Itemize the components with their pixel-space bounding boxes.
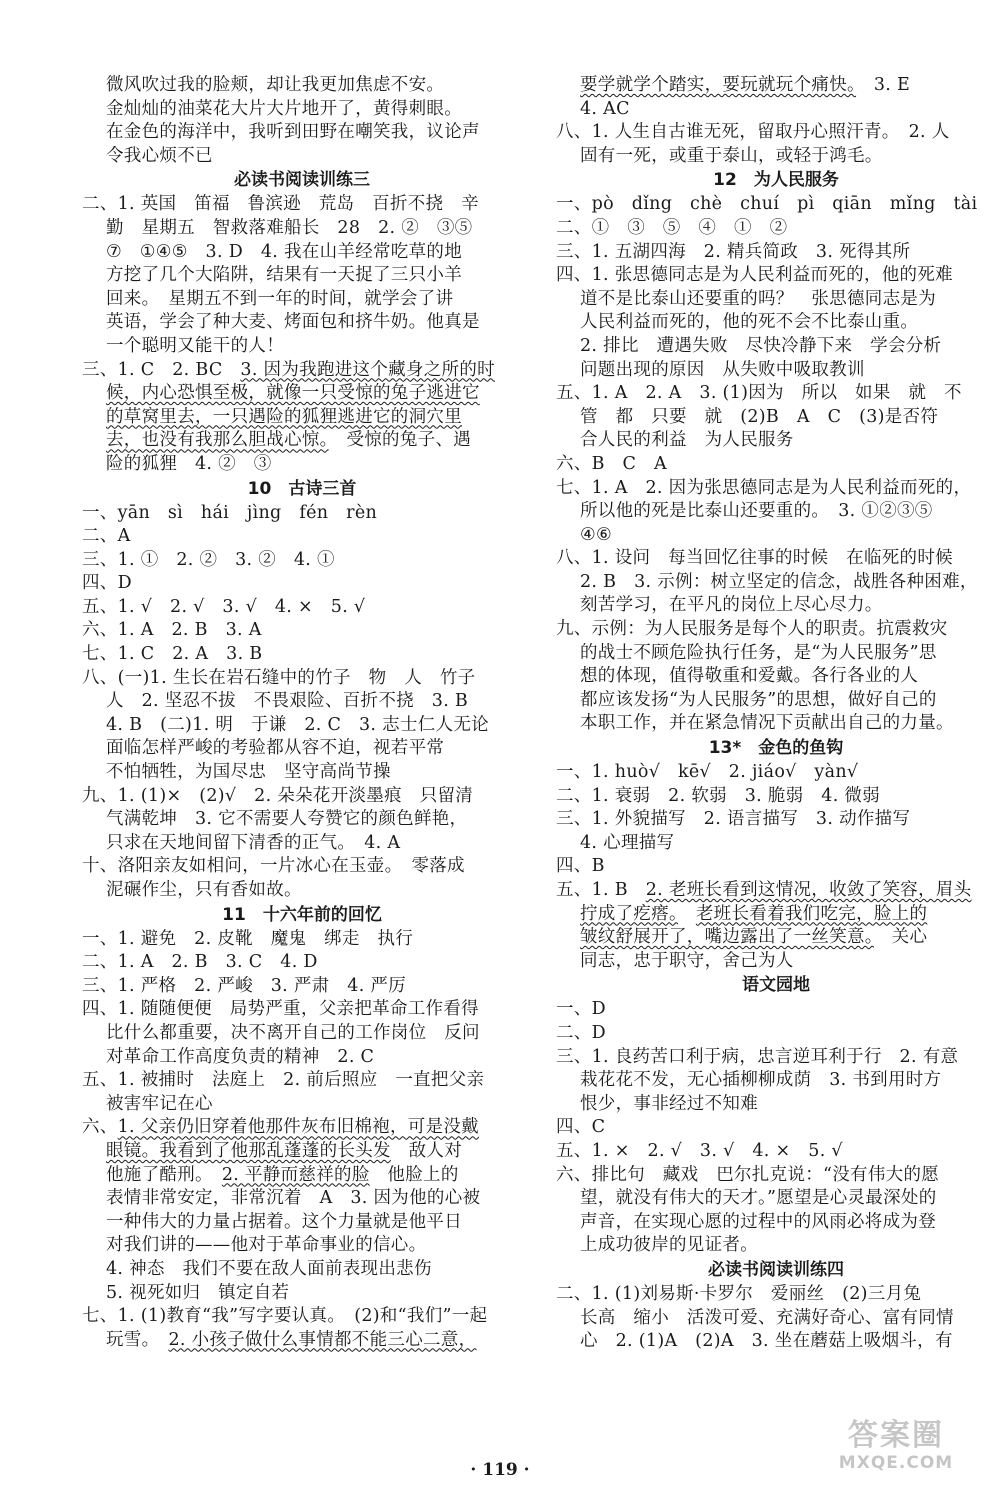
- answer-text: 栽花花不发，无心插柳柳成荫 3. 书到用时方: [580, 1070, 942, 1091]
- underlined-answer: 去，也没有我那么胆战心惊。: [106, 430, 329, 451]
- watermark-url: MXQE.COM: [838, 1453, 954, 1473]
- answer-text: 4. B (二)1. 明 于谦 2. C 3. 志士仁人无论: [106, 714, 489, 735]
- answer-text: 5. 视死如归 镇定自若: [106, 1282, 290, 1303]
- heading-text: 语文园地: [742, 975, 810, 996]
- answer-line: [82, 74, 522, 98]
- answer-text: 三、1. ① 2. ② 3. ② 4. ①: [82, 549, 335, 570]
- answer-text: 只求在天地间留下清香的正气。 4. A: [106, 832, 401, 853]
- answer-line: [82, 359, 522, 383]
- answer-text: 四、B: [556, 856, 605, 877]
- answer-line: [556, 761, 996, 785]
- answer-line: [556, 453, 996, 477]
- answer-line: [82, 1305, 522, 1329]
- answer-line: [82, 1022, 522, 1046]
- answer-text: 九、1. (1)× (2)√ 2. 朵朵花开淡墨痕 只留清: [82, 785, 474, 806]
- underlined-answer: 候，内心恐惧至极，就像一只受惊的兔子逃进它: [106, 383, 480, 404]
- answer-line: [556, 382, 996, 406]
- answer-line: [556, 998, 996, 1022]
- answer-line: [82, 1164, 522, 1188]
- answer-line: [556, 406, 996, 430]
- answer-line: [556, 288, 996, 312]
- answer-line: [82, 690, 522, 714]
- answer-text: 三、1. 外貌描写 2. 语言描写 3. 动作描写: [556, 809, 911, 830]
- answer-line: [556, 1093, 996, 1117]
- answer-line: [82, 975, 522, 999]
- answer-line: [556, 571, 996, 595]
- answer-line: [556, 808, 996, 832]
- answer-line: [556, 665, 996, 689]
- answer-line: [82, 382, 522, 406]
- answer-text: 道不是比泰山还要重的吗？ 张思德同志是为: [580, 288, 936, 309]
- answer-line: [556, 689, 996, 713]
- answer-line: [82, 785, 522, 809]
- answer-line: [556, 642, 996, 666]
- section-heading: [82, 477, 522, 502]
- section-heading: [556, 973, 996, 998]
- answer-text: 对我们讲的——他对于革命事业的信心。: [106, 1235, 427, 1256]
- answer-line: [556, 903, 996, 927]
- answer-line: [556, 926, 996, 950]
- answer-text: 固有一死，或重于泰山，或轻于鸿毛。: [580, 145, 883, 166]
- answer-text: 五、1. × 2. √ 3. √ 4. × 5. √: [556, 1140, 843, 1161]
- answer-text: 二、1. 衰弱 2. 软弱 3. 脆弱 4. 微弱: [556, 785, 881, 806]
- answer-line: [556, 74, 996, 98]
- answer-line: [556, 1307, 996, 1331]
- answer-text: 同志，忠于职守，舍己为人: [580, 950, 794, 971]
- page-number: · 119 ·: [470, 1460, 530, 1480]
- answer-line: [82, 288, 522, 312]
- answer-text: 恨少，事非经过不知难: [580, 1093, 758, 1114]
- answer-text: 四、D: [82, 573, 132, 594]
- answer-line: [82, 667, 522, 691]
- answer-line: [82, 879, 522, 903]
- answer-text: 心 2. (1)A (2)A 3. 坐在蘑菇上吸烟斗，有: [580, 1331, 953, 1352]
- answer-line: [82, 951, 522, 975]
- answer-line: [556, 145, 996, 169]
- answer-text: 六、1. A 2. B 3. A: [82, 620, 262, 641]
- answer-text: 六、B C A: [556, 453, 667, 474]
- answer-line: [556, 1283, 996, 1307]
- answer-text: 想的体现，值得敬重和爱戴。各行各业的人: [580, 666, 919, 687]
- answer-text: 六、: [82, 1117, 118, 1138]
- answer-line: [556, 1187, 996, 1211]
- answer-text: 玩雪。: [106, 1329, 169, 1350]
- answer-line: [556, 1046, 996, 1070]
- answer-line: [556, 785, 996, 809]
- answer-text: 八、1. 设问 每当回忆往事的时候 在临死的时候: [556, 548, 953, 569]
- answer-line: [82, 1093, 522, 1117]
- answer-line: [82, 1234, 522, 1258]
- answer-line: [556, 359, 996, 383]
- answer-line: [82, 1140, 522, 1164]
- answer-text: 本职工作，并在紧急情况下贡献出自己的力量。: [580, 713, 954, 734]
- answer-text: 二、① ③ ⑤ ④ ① ②: [556, 217, 788, 238]
- answer-text: 微风吹过我的脸颊，却让我更加焦虑不安。: [106, 75, 445, 95]
- answer-text: 的战士不顾危险执行任务，是“为人民服务”思: [580, 642, 937, 663]
- underlined-answer: 眼镜。我看到了他那乱蓬蓬的长头发: [106, 1140, 391, 1161]
- answer-line: [82, 241, 522, 265]
- answer-line: [556, 618, 996, 642]
- answer-line: [82, 619, 522, 643]
- section-heading: [82, 168, 522, 193]
- answer-line: [556, 594, 996, 618]
- answer-text: 四、C: [556, 1117, 606, 1138]
- answer-text: 管 都 只要 就 (2)B A C (3)是否符: [580, 406, 939, 427]
- answer-line: [82, 98, 522, 122]
- heading-text: 12 为人民服务: [713, 170, 839, 191]
- underlined-answer: 要学就学个踏实，要玩就玩个痛快。: [580, 75, 857, 95]
- answer-text: 五、1. B: [556, 880, 646, 900]
- answer-line: [556, 429, 996, 453]
- answer-line: [82, 502, 522, 526]
- answer-text: 三、1. 良药苦口利于病，忠言逆耳利于行 2. 有意: [556, 1046, 959, 1067]
- answer-text: 令我心烦不已: [106, 145, 213, 166]
- answer-line: [556, 547, 996, 571]
- answer-line: [556, 477, 996, 501]
- answer-text: 三、1. C 2. BC: [82, 359, 241, 380]
- answer-text: 声音，在实现心愿的过程中的风雨必将成为登: [580, 1211, 936, 1232]
- right-column: [556, 74, 996, 1354]
- answer-text: 3. E: [856, 75, 911, 95]
- answer-text: 刻苦学习，在平凡的岗位上尽心尽力。: [580, 595, 883, 616]
- answer-text: 八、1. 人生自古谁无死，留取丹心照汗青。 2. 人: [556, 122, 950, 143]
- answer-line: [556, 1140, 996, 1164]
- answer-text: 回来。 星期五不到一年的时间，就学会了讲: [106, 288, 454, 309]
- answer-line: [82, 1211, 522, 1235]
- answer-text: 对革命工作高度负责的精神 2. C: [106, 1046, 375, 1067]
- answer-line: [556, 264, 996, 288]
- answer-text: 五、1. √ 2. √ 3. √ 4. × 5. √: [82, 596, 366, 617]
- answer-line: [82, 643, 522, 667]
- heading-text: 11 十六年前的回忆: [222, 904, 382, 925]
- answer-text: 问题出现的原因 从失败中吸取教训: [580, 359, 865, 380]
- answer-line: [556, 241, 996, 265]
- answer-text: 人民利益而死的，他的死不会不比泰山重。: [580, 312, 919, 333]
- answer-text: 表情非常安定，非常沉着 A 3. 因为他的心被: [106, 1188, 481, 1209]
- answer-line: [82, 1329, 522, 1353]
- section-heading: [556, 168, 996, 193]
- answer-text: 七、1. C 2. A 3. B: [82, 644, 263, 665]
- answer-line: [82, 1069, 522, 1093]
- answer-text: 合人民的利益 为人民服务: [580, 430, 794, 451]
- answer-line: [556, 524, 996, 548]
- answer-line: [82, 311, 522, 335]
- answer-line: [82, 145, 522, 169]
- answer-text: 险的狐狸 4. ② ③: [106, 453, 272, 474]
- answer-text: 关心: [873, 927, 928, 948]
- answer-line: [556, 500, 996, 524]
- watermark-mark: 答案圈: [848, 1418, 944, 1453]
- answer-line: [556, 1164, 996, 1188]
- answer-text: 比什么都重要，决不离开自己的工作岗位 反问: [106, 1022, 480, 1043]
- answer-line: [82, 525, 522, 549]
- answer-line: [556, 1211, 996, 1235]
- answer-text: 都应该发扬“为人民服务”的思想，做好自己的: [580, 689, 937, 710]
- answer-text: 一、yān sì hái jìng fén rèn: [82, 502, 378, 523]
- answer-line: [556, 1022, 996, 1046]
- answer-line: [82, 1258, 522, 1282]
- underlined-answer: 的草窝里去，一只遇险的狐狸逃进它的洞穴里: [106, 406, 462, 427]
- answer-text: 四、1. 随随便便 局势严重，父亲把革命工作看得: [82, 999, 479, 1020]
- heading-text: 必读书阅读训练三: [234, 170, 370, 191]
- answer-line: [556, 950, 996, 974]
- answer-text: 4. 心理描写: [580, 832, 675, 853]
- answer-line: [82, 193, 522, 217]
- answer-line: [82, 217, 522, 241]
- answer-text: 九、示例：为人民服务是每个人的职责。抗震救灾: [556, 619, 948, 640]
- answer-text: 七、1. A 2. 因为张思德同志是为人民利益而死的，: [556, 477, 972, 498]
- answer-text: 4. AC: [580, 98, 630, 119]
- underlined-answer: 拧成了疙瘩。: [580, 903, 679, 924]
- answer-text: 六、排比句 藏戏 巴尔扎克说：“没有伟大的愿: [556, 1164, 940, 1185]
- answer-line: [556, 855, 996, 879]
- answer-line: [556, 712, 996, 736]
- answer-line: [556, 98, 996, 122]
- answer-line: [82, 1116, 522, 1140]
- underlined-answer: 3. 因为我跑进这个藏身之所的时: [240, 359, 495, 380]
- answer-text: 泥碾作尘，只有香如故。: [106, 880, 302, 900]
- answer-text: 4. 神态 我们不要在敌人面前表现出悲伤: [106, 1258, 432, 1279]
- answer-line: [556, 1116, 996, 1140]
- underlined-answer: 2. 小孩子做什么事情都不能三心二意，: [168, 1329, 477, 1350]
- answer-line: [82, 121, 522, 145]
- answer-text: 七、1. (1)教育“我”写字要认真。 (2)和“我们”一起: [82, 1306, 488, 1327]
- answer-line: [556, 311, 996, 335]
- answer-text: 五、1. A 2. A 3. (1)因为 所以 如果 就 不: [556, 383, 962, 404]
- answer-text: 一种伟大的力量占据着。这个力量就是他平日: [106, 1211, 462, 1232]
- answer-text: 二、A: [82, 526, 131, 547]
- answer-line: [82, 406, 522, 430]
- answer-text: 英语，学会了种大麦、烤面包和挤牛奶。他真是: [106, 312, 480, 333]
- answer-line: [82, 549, 522, 573]
- answer-text: 八、(一)1. 生长在岩石缝中的竹子 物 人 竹子: [82, 667, 476, 688]
- answer-line: [82, 714, 522, 738]
- answer-line: [82, 596, 522, 620]
- answer-text: ⑦ ①④⑤ 3. D 4. 我在山羊经常吃草的地: [106, 241, 463, 262]
- answer-line: [82, 761, 522, 785]
- answer-text: 一、pò dǐng chè chuí pì qiān mǐng tài: [556, 194, 978, 215]
- answer-text: 不怕牺牲，为国尽忠 坚守高尚节操: [106, 762, 391, 783]
- answer-line: [556, 1330, 996, 1354]
- answer-line: [556, 335, 996, 359]
- answer-text: 二、1. (1)刘易斯·卡罗尔 爱丽丝 (2)三月兔: [556, 1283, 922, 1304]
- answer-line: [82, 335, 522, 359]
- answer-text: 2. B 3. 示例：树立坚定的信念，战胜各种困难，: [580, 571, 978, 592]
- answer-line: [82, 264, 522, 288]
- answer-text: 二、1. A 2. B 3. C 4. D: [82, 952, 318, 973]
- answer-line: [82, 453, 522, 477]
- answer-text: 受惊的兔子、遇: [328, 430, 472, 451]
- answer-text: 他施了酷刑。: [106, 1164, 222, 1185]
- answer-text: 一、D: [556, 999, 606, 1020]
- answer-line: [556, 121, 996, 145]
- answer-text: 在金色的海洋中，我听到田野在嘲笑我，议论声: [106, 122, 480, 143]
- answer-line: [82, 998, 522, 1022]
- heading-text: 必读书阅读训练四: [708, 1259, 844, 1280]
- answer-line: [82, 429, 522, 453]
- answer-line: [556, 832, 996, 856]
- underlined-answer: 皱纹舒展开了，嘴边露出了一丝笑意。: [580, 927, 874, 948]
- left-column: [82, 74, 522, 1352]
- section-heading: [556, 1258, 996, 1283]
- answer-text: 三、1. 严格 2. 严峻 3. 严肃 4. 严厉: [82, 975, 407, 996]
- answer-text: 一、1. huò√ kē√ 2. jiáo√ yàn√: [556, 762, 859, 783]
- answer-text: 被害牢记在心: [106, 1093, 213, 1114]
- answer-text: 望，就没有伟大的天才。”愿望是心灵最深处的: [580, 1188, 937, 1209]
- answer-line: [82, 1187, 522, 1211]
- answer-text: 五、1. 被捕时 法庭上 2. 前后照应 一直把父亲: [82, 1070, 485, 1091]
- answer-text: 勤 星期五 智救落难船长 28 2. ② ③⑤: [106, 217, 473, 238]
- watermark-logo: [816, 1414, 976, 1478]
- answer-line: [82, 572, 522, 596]
- answer-line: [556, 217, 996, 241]
- answer-line: [556, 1234, 996, 1258]
- answer-text: 三、1. 五湖四海 2. 精兵简政 3. 死得其所: [556, 241, 911, 262]
- answer-text: 2. 排比 遭遇失败 尽快冷静下来 学会分析: [580, 335, 942, 356]
- answer-line: [82, 855, 522, 879]
- underlined-answer: 老班长看着我们吃完，脸上的: [695, 903, 928, 924]
- answer-text: 方挖了几个大陷阱，结果有一天捉了三只小羊: [106, 265, 462, 286]
- heading-text: 13* 金色的鱼钩: [708, 738, 844, 759]
- answer-line: [556, 879, 996, 903]
- answer-line: [82, 832, 522, 856]
- answer-text: 十、洛阳亲友如相问，一片冰心在玉壶。 零落成: [82, 856, 465, 877]
- section-heading: [556, 736, 996, 761]
- answer-text: 金灿灿的油菜花大片大片地开了，黄得刺眼。: [106, 98, 462, 119]
- answer-line: [82, 928, 522, 952]
- underlined-answer: 2. 老班长看到这情况，收敛了笑容，眉头: [645, 880, 972, 900]
- answer-line: [82, 808, 522, 832]
- answer-line: [82, 737, 522, 761]
- answer-text: 二、1. 英国 笛福 鲁滨逊 荒岛 百折不挠 辛: [82, 194, 479, 215]
- answer-text: 所以他的死是比泰山还要重的。 3. ①②③⑤: [580, 501, 933, 522]
- answer-text: 他脸上的: [369, 1164, 459, 1185]
- answer-text: 二、D: [556, 1022, 606, 1043]
- answer-text: 一、1. 避免 2. 皮靴 魔鬼 绑走 执行: [82, 928, 414, 949]
- answer-text: 气满乾坤 3. 它不需要人夸赞它的颜色鲜艳，: [106, 809, 468, 830]
- answer-line: [556, 1069, 996, 1093]
- answer-text: 上成功彼岸的见证者。: [580, 1235, 758, 1256]
- answer-text: 一个聪明又能干的人！: [106, 335, 284, 356]
- answer-text: 敌人对: [390, 1140, 463, 1161]
- answer-text: 长高 缩小 活泼可爱、充满好奇心、富有同情: [580, 1307, 954, 1328]
- answer-text: [678, 904, 696, 924]
- answer-text: 面临怎样严峻的考验都从容不迫，视若平常: [106, 738, 445, 759]
- section-heading: [82, 903, 522, 928]
- answer-text: ④⑥: [580, 524, 612, 545]
- underlined-answer: 2. 平静而慈祥的脸: [221, 1164, 370, 1185]
- underlined-answer: 1. 父亲仍旧穿着他那件灰布旧棉袍，可是没戴: [117, 1117, 479, 1138]
- answer-line: [82, 1046, 522, 1070]
- answer-line: [82, 1282, 522, 1306]
- answer-text: 四、1. 张思德同志是为人民利益而死的，他的死难: [556, 265, 953, 286]
- answer-text: 人 2. 坚忍不拔 不畏艰险、百折不挠 3. B: [106, 691, 469, 712]
- answer-line: [556, 193, 996, 217]
- heading-text: 10 古诗三首: [247, 478, 357, 499]
